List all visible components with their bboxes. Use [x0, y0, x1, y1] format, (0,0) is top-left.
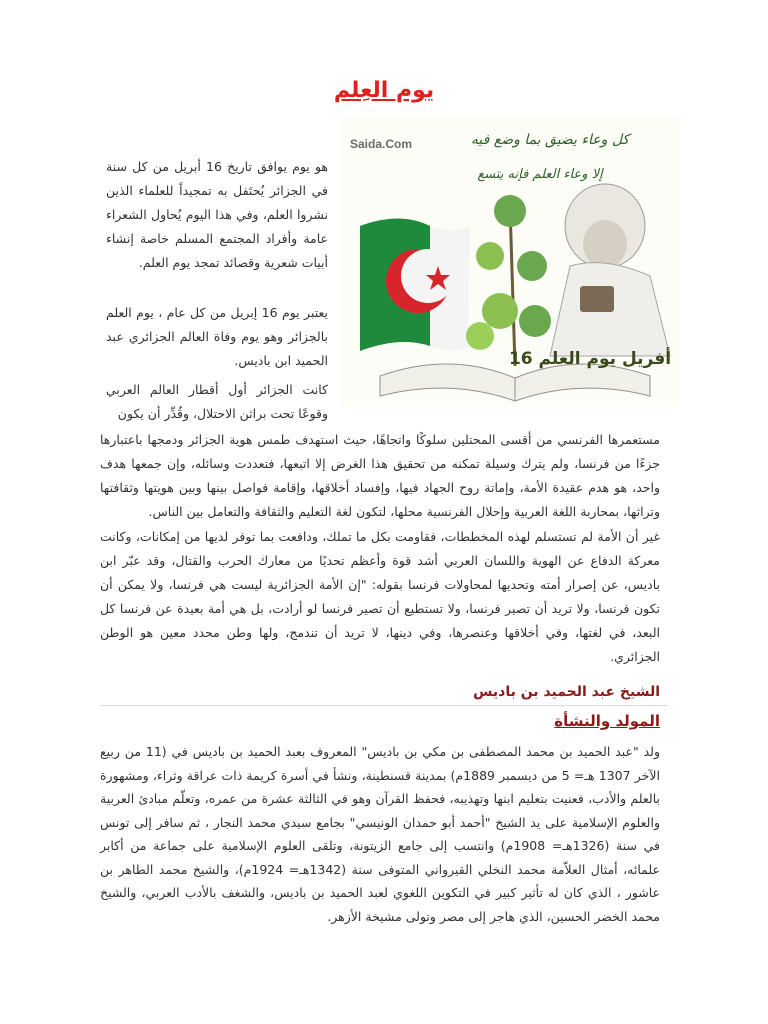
resistance-paragraph: غير أن الأمة لم تستسلم لهذه المخططات، فقاومت بكل ما تملك، ودافعت بما توفر لديها من إمكانات، وكانت معركة الدفاع عن الهوية واللسان العربي أشد قوة وأعظم تحديًا من معارك الحرب والقتال، وقد عبّر ابن باديس، عن إصرار أمته وتحديها لمحاولات فرنسا بقوله: "إن الأمة الجزائرية ليست هي فرنسا، ولا يمكن أن تكون فرنسا، ولا تريد أن تصير فرنسا، ولا تستطيع أن تصير فرنسا لو أرادت، بل هي أمة بعيدة عن فرنسا كل البعد، في لغتها، وفي أخلاقها وعنصرها، وفي دينها، لا تريد أن تندمج، ولها وطن محدد معين هو الوطن الجزائري.	[100, 529, 660, 664]
poster-calligraphy-2: إلا وعاء العلم فإنه يتسع	[477, 167, 603, 182]
page-title: يوم العِلم	[333, 78, 435, 103]
biography-paragraph: ولد "عبد الحميد بن محمد المصطفى بن مكي بن باديس" المعروف بعبد الحميد بن باديس في (11 من ربيع الآخر 1307 هـ= 5 من ديسمبر 1889م) بمدينة قسنطينة، ونشأ في أسرة كريمة ذات عراقة وثراء، ومشهورة بالعلم والأدب، فعنيت بتعليم ابنها وتهذيبه، فحفظ القرآن وهو في الثالثة عشرة من عمره، وتعلّم مبادئ العربية والعلوم الإسلامية على يد الشيخ "أحمد أبو حمدان الونيسي" بجامع سيدي محمد النجار ، ثم سافر إلى تونس في سنة (1326هـ= 1908م) وانتسب إلى جامع الزيتونة، وتلقى العلوم الإسلامية على جماعة من أكابر علمائه، أمثال العلاّمة محمد النخلي القيرواني المتوفى سنة (1342هـ= 1924م)، والشيخ محمد الطاهر بن عاشور ، الذي كان له تأثير كبير في التكوين اللغوي لعبد الحميد بن باديس، والشغف بالأدب العربي، والشيخ محمد الخضر الحسين، الذي هاجر إلى مصر وتولى مشيخة الأزهر.	[100, 744, 661, 924]
section-divider	[100, 705, 668, 706]
intro-paragraph: هو يوم يوافق تاريخ 16 أبريل من كل سنة في الجزائر يُحتَفل به تمجيداً للعلماء الذين نشروا العلم، وفي هذا اليوم يُحاول الشعراء عامة وأفراد المجتمع المسلم خاصة إنشاء أبيات شعرية وقصائد تمجد يوم العلم.	[106, 159, 328, 270]
poster-site-label: Saida.Com	[350, 137, 413, 151]
colonial-paragraph-rest: مستعمرها الفرنسي من أقسى المحتلين سلوكًا واتجاهًا، حيث استهدف طمس هوية الجزائر ودمجها باعتبارها جزءًا من فرنسا، ولم يترك وسيلة تمكنه من تحقيق هذا الغرض إلا اتبعها، فتعددت وسائله، وإن جمعها هدف واحد، هو هدم عقيدة الأمة، وإماتة روح الجهاد فيها، وإفساد أخلاقها، وإقامة فواصل بينها وبين هويتها وثقافتها وتراثها، بمحاربة اللغة العربية وإحلال الفرنسية محلها، لتكون لغة التعليم والثقافة والتعامل بين الناس.	[100, 432, 660, 519]
poster-image	[340, 116, 680, 406]
poster-caption: 16 أفريل يوم العلم	[508, 349, 672, 369]
algerian-flag	[360, 219, 470, 352]
colonial-paragraph-start: كانت الجزائر أول أقطار العالم العربي وقوعًا تحت براثن الاحتلال، وقُدِّر أن يكون	[106, 382, 328, 421]
poster-illustration	[340, 116, 680, 406]
section-heading-birth: المولد والنشأة	[554, 712, 660, 730]
anniversary-paragraph: يعتبر يوم 16 إبريل من كل عام ، يوم العلم بالجزائر وهو يوم وفاة العالم الجزائري عبد الحميد ابن باديس.	[106, 305, 328, 368]
poster-calligraphy-1: كل وعاء يضيق بما وضع فيه	[470, 132, 630, 148]
section-heading-name: الشيخ عبد الحميد بن باديس	[473, 684, 660, 700]
